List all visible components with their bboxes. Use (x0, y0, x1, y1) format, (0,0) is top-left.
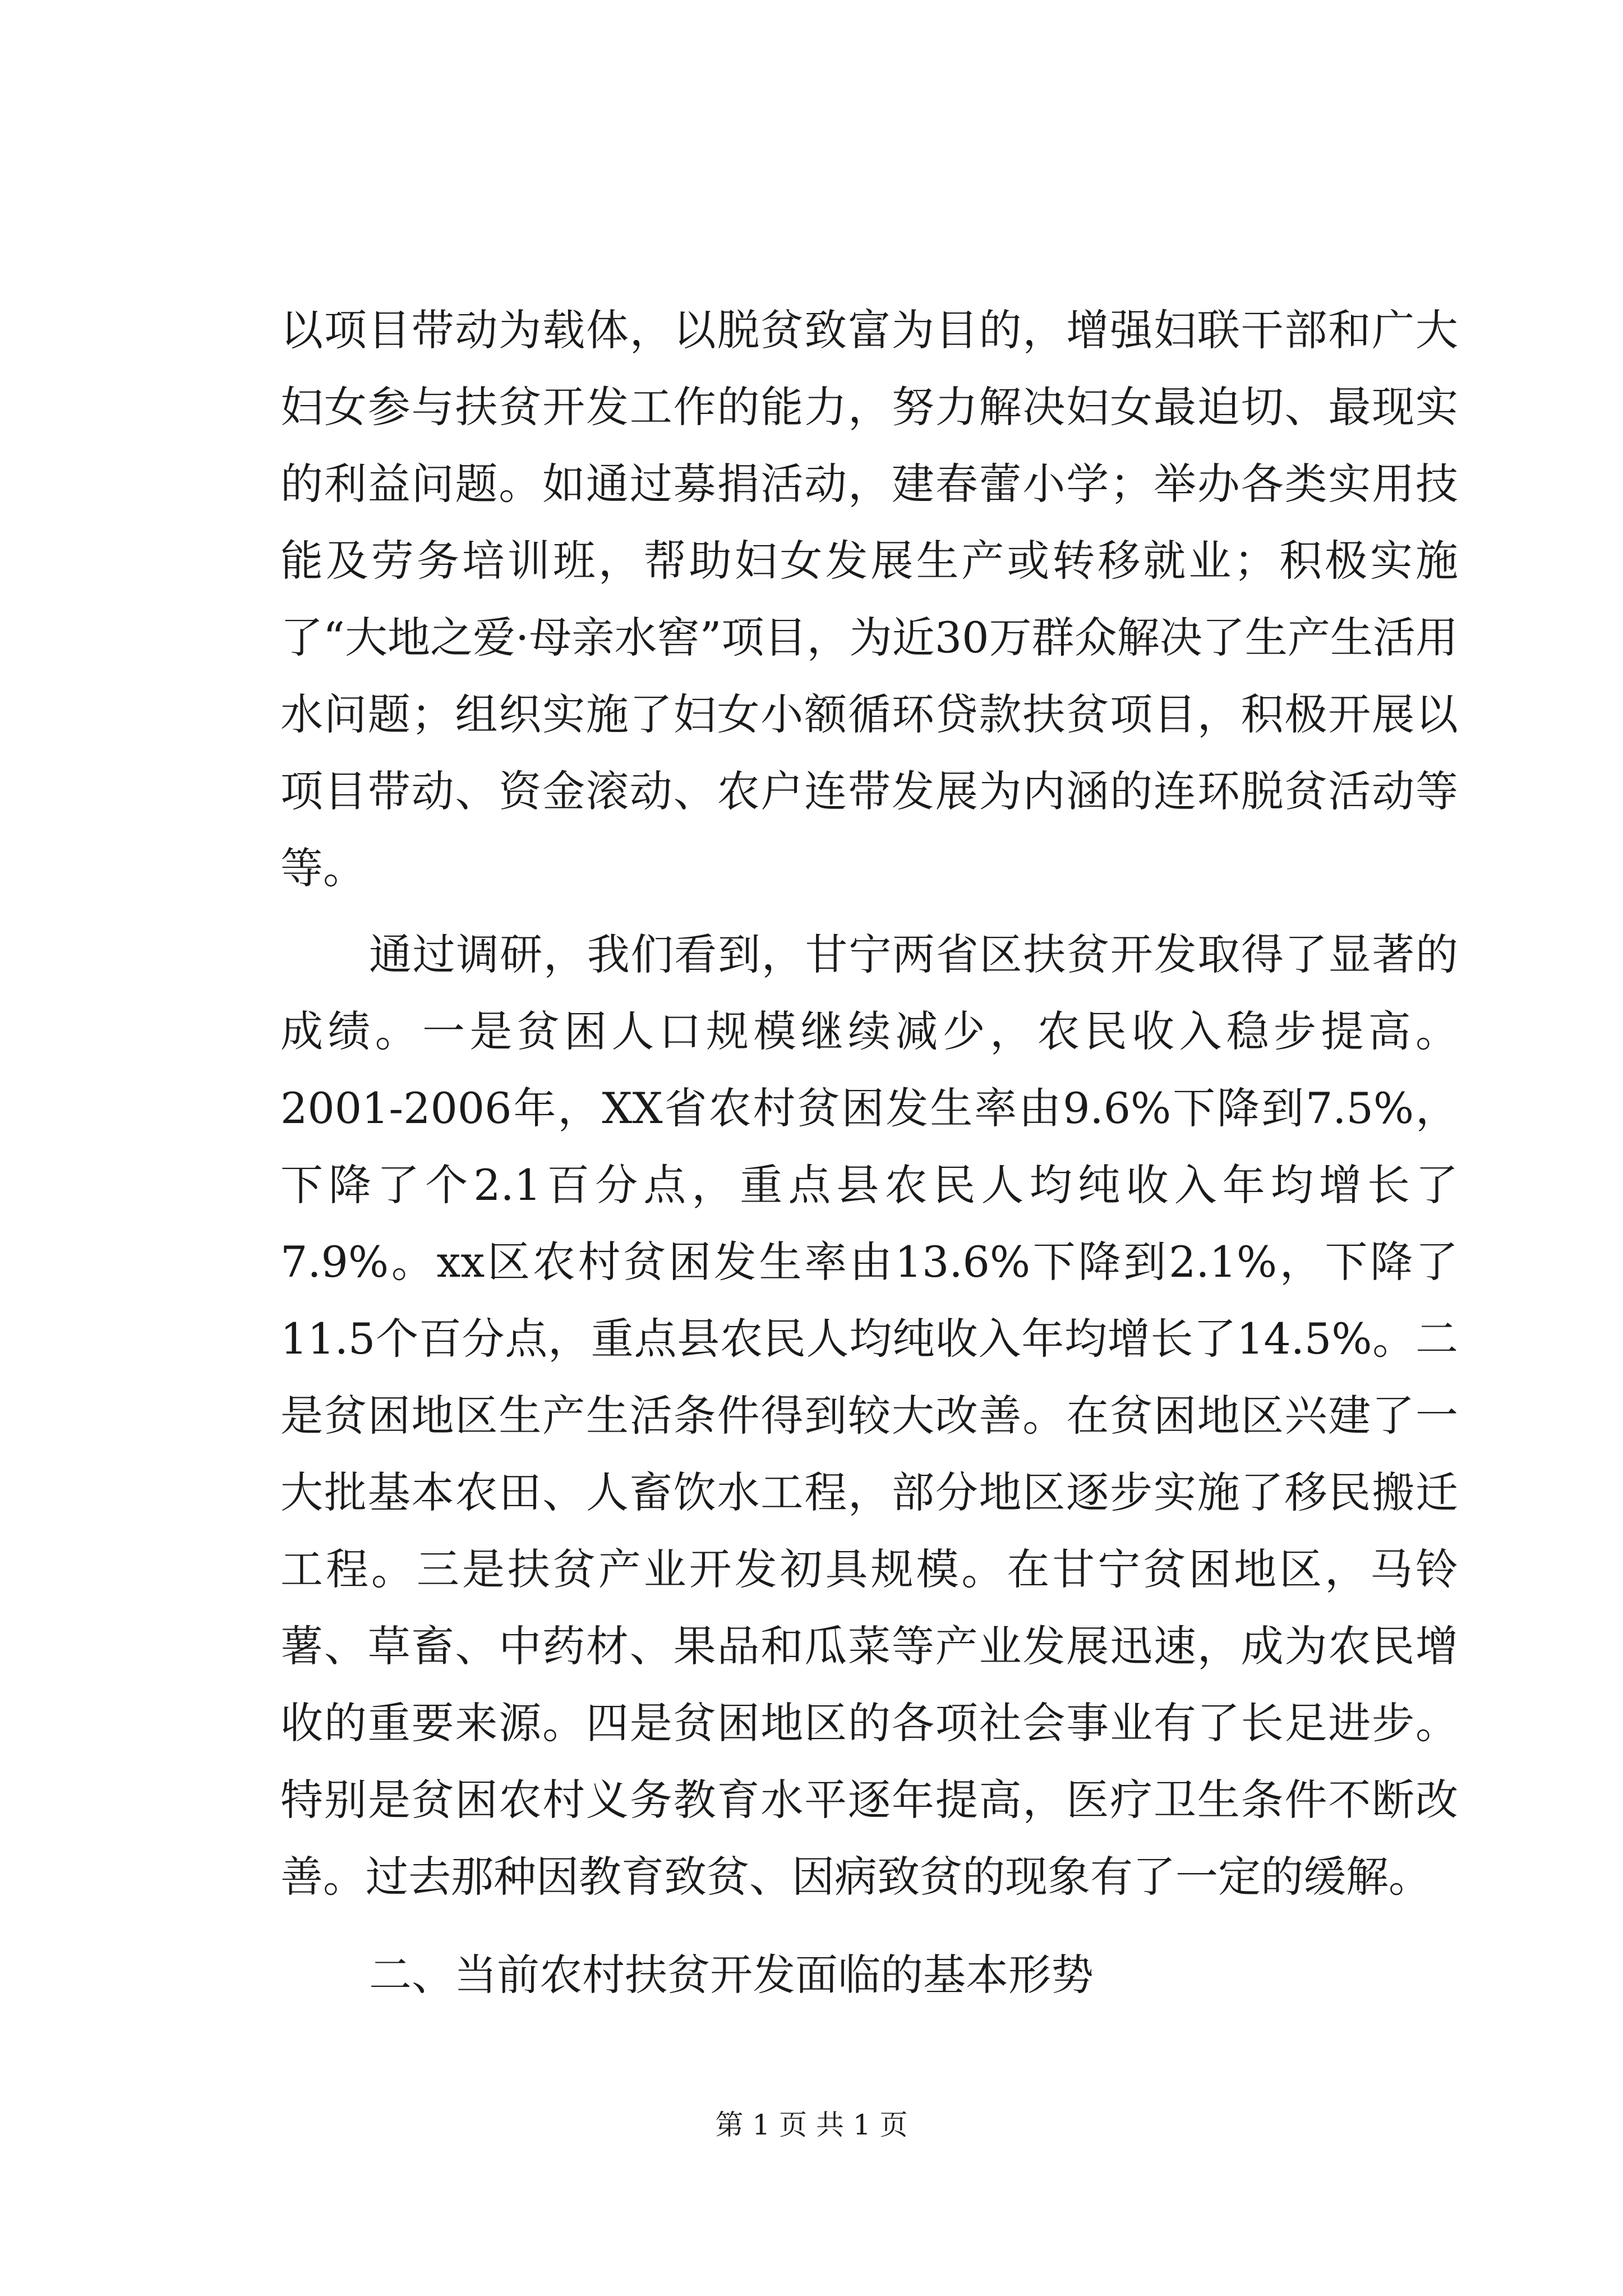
paragraph-survey-results: 通过调研，我们看到，甘宁两省区扶贫开发取得了显著的成绩。一是贫困人口规模继续减少，农民收入稳步提高。2001-2006年，XX省农村贫困发生率由9.6%下降到7.5%，下降了个2.1百分点，重点县农民人均纯收入年均增长了7.9%。xx区农村贫困发生率由13.6%下降到2.1%，下降了11.5个百分点，重点县农民人均纯收入年均增长了14.5%。二是贫困地区生产生活条件得到较大改善。在贫困地区兴建了一大批基本农田、人畜饮水工程，部分地区逐步实施了移民搬迁工程。三是扶贫产业开发初具规模。在甘宁贫困地区，马铃薯、草畜、中药材、果品和瓜菜等产业发展迅速，成为农民增收的重要来源。四是贫困地区的各项社会事业有了长足进步。特别是贫困农村义务教育水平逐年提高，医疗卫生条件不断改善。过去那种因教育致贫、因病致贫的现象有了一定的缓解。 (280, 930, 1458, 1902)
document-body (280, 292, 1458, 2013)
page-footer: 第 1 页 共 1 页 (715, 2109, 908, 2141)
section-heading: 二、当前农村扶贫开发面临的基本形势 (369, 1950, 1094, 2000)
paragraph-continuation: 以项目带动为载体，以脱贫致富为目的，增强妇联干部和广大妇女参与扶贫开发工作的能力，努力解决妇女最迫切、最现实的利益问题。如通过募捐活动，建春蕾小学；举办各类实用技能及劳务培训班，帮助妇女发展生产或转移就业；积极实施了“大地之爱·母亲水窖”项目，为近30万群众解决了生产生活用水问题；组织实施了妇女小额循环贷款扶贫项目，积极开展以项目带动、资金滚动、农户连带发展为内涵的连环脱贫活动等等。 (280, 305, 1458, 893)
